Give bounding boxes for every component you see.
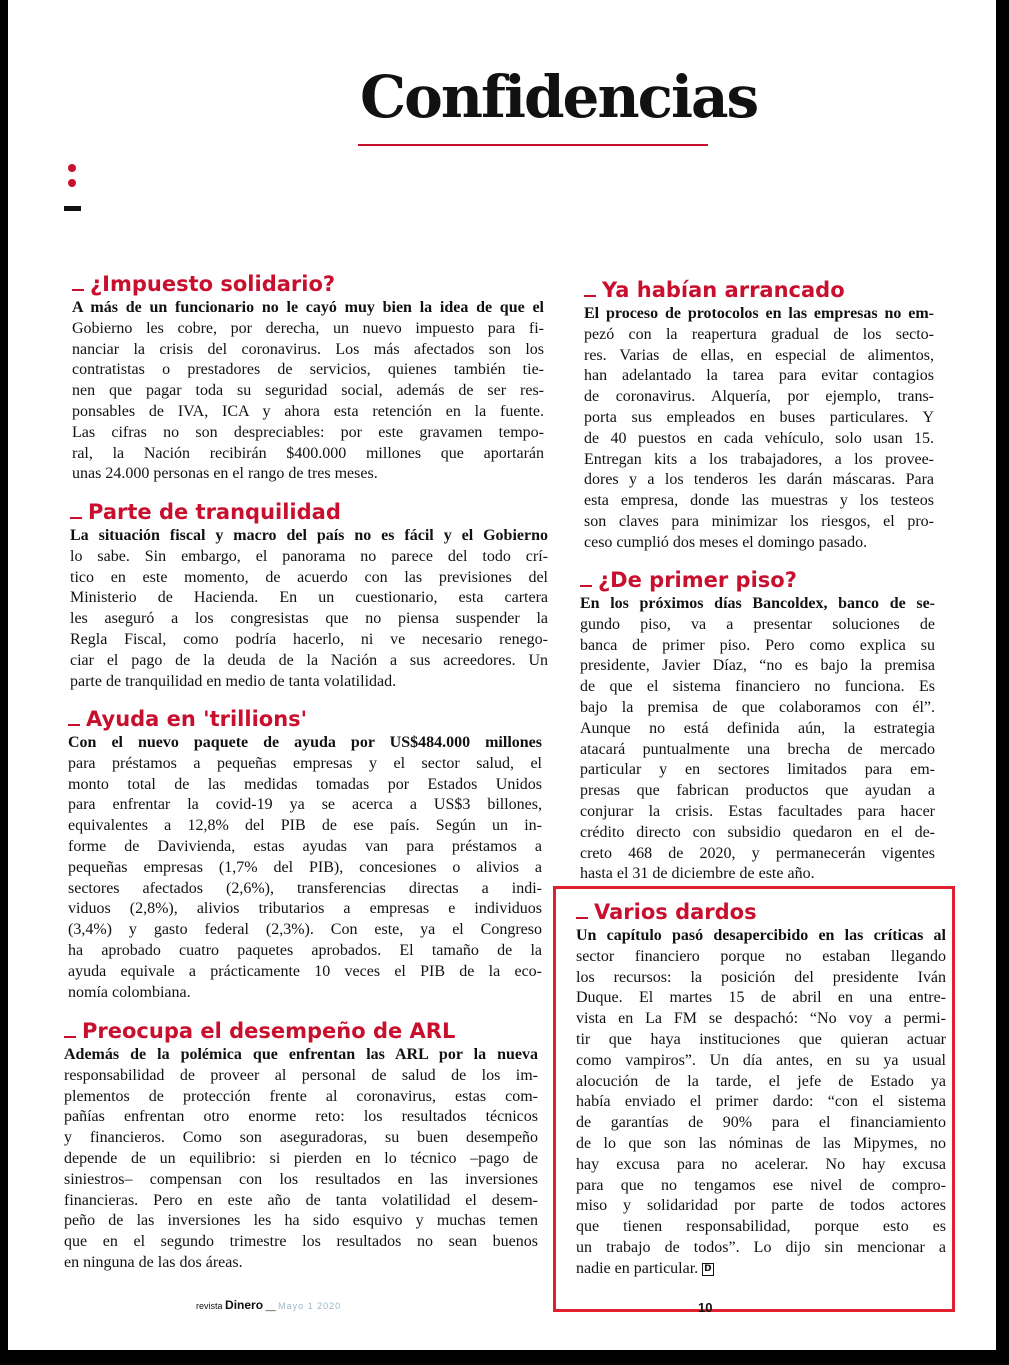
article-lead-line: Además de la polémica que enfrentan las ARL por la nueva bbox=[64, 1046, 538, 1063]
article-lead-line: El proceso de protocolos en las empresas no em- bbox=[584, 305, 934, 322]
article-line: responsabilidad de proveer al personal de salud de los im- bbox=[64, 1066, 538, 1084]
article-line: Las cifras no son despreciables: por este gravamen tempo- bbox=[72, 423, 544, 441]
headline-dash bbox=[72, 289, 84, 291]
article-line: miso y solidaridad por parte de todos actores bbox=[576, 1197, 946, 1215]
article-line: conjurar la crisis. Estas facultades para hacer bbox=[580, 802, 935, 820]
article-line: parte de tranquilidad en medio de tanta volatilidad. bbox=[70, 672, 397, 690]
article-line: unas 24.000 personas en el rango de tres meses. bbox=[72, 465, 378, 483]
article-de-primer-piso bbox=[580, 566, 935, 885]
article-ya-habian-arrancado bbox=[584, 276, 934, 554]
footer-separator: __ bbox=[265, 1301, 276, 1311]
article-parte-de-tranquilidad bbox=[70, 498, 548, 692]
headline-text: Ya habían arrancado bbox=[602, 278, 845, 302]
headline-text: Varios dardos bbox=[594, 900, 757, 924]
article-headline bbox=[70, 498, 548, 526]
article-line: ponsables de IVA, ICA y ahora esta retención en la fuente. bbox=[72, 402, 544, 420]
article-lead-line: Con el nuevo paquete de ayuda por US$484.000 millones bbox=[68, 734, 542, 751]
article-headline bbox=[580, 566, 935, 594]
article-line: sectores afectados (2,6%), transferencias directas a indi- bbox=[68, 879, 542, 897]
magazine-page bbox=[8, 0, 996, 1350]
article-lead-line: La situación fiscal y macro del país no es fácil y el Gobierno bbox=[70, 527, 548, 544]
headline-text: Preocupa el desempeño de ARL bbox=[82, 1019, 456, 1043]
article-line: para préstamos a pequeñas empresas y el sector salud, el bbox=[68, 754, 542, 772]
article-line: pezó con la reapertura gradual de los secto- bbox=[584, 325, 934, 343]
article-line: de coronavirus. Alquería, por ejemplo, trans- bbox=[584, 388, 934, 406]
headline-text: Ayuda en 'trillions' bbox=[86, 707, 308, 731]
article-line: contratistas o prestadores de servicios, quienes también tie- bbox=[72, 361, 544, 379]
article-line: (3,4%) y gasto federal (2,3%). Con este, ya el Congreso bbox=[68, 921, 542, 939]
footer-brand: Dinero bbox=[225, 1298, 264, 1312]
article-line: nomía colombiana. bbox=[68, 983, 191, 1001]
headline-text: Parte de tranquilidad bbox=[88, 500, 341, 524]
article-line: siniestros– compensan con los resultados en las inversiones bbox=[64, 1170, 538, 1188]
article-line: tir que haya instituciones que quieran actuar bbox=[576, 1030, 946, 1048]
article-line: ral, la Nación recibirán $400.000 millones que aportarán bbox=[72, 444, 544, 462]
article-line: de que el sistema financiero no funciona. Es bbox=[580, 678, 935, 696]
article-line: nanciar la crisis del coronavirus. Los más afectados son los bbox=[72, 340, 544, 358]
article-line: había enviado el primer dardo: “con el sistema bbox=[576, 1093, 946, 1111]
article-line: Aunque no está definida aún, la estrategia bbox=[580, 719, 935, 737]
article-line: dores y a los tenderos les darán máscaras. Para bbox=[584, 471, 934, 489]
article-line: Entregan kits a los trabajadores, a los provee- bbox=[584, 450, 934, 468]
article-headline bbox=[584, 276, 934, 304]
article-varios-dardos bbox=[576, 898, 946, 1280]
article-line: ciar el pago de la deuda de la Nación a sus acreedores. Un bbox=[70, 651, 548, 669]
article-line: Regla Fiscal, como podría hacerlo, ni ve necesario renego- bbox=[70, 630, 548, 648]
article-line: en ninguna de las dos áreas. bbox=[64, 1253, 243, 1271]
article-line: son claves para minimizar los riesgos, el pro- bbox=[584, 512, 934, 530]
headline-text: ¿Impuesto solidario? bbox=[90, 272, 336, 296]
article-body bbox=[580, 594, 935, 885]
page-number: 10 bbox=[698, 1300, 713, 1315]
article-line: para que no tengamos ese nivel de compro- bbox=[576, 1176, 946, 1194]
article-body bbox=[70, 526, 548, 692]
article-line: de 40 puestos en cada vehículo, solo usan 15. bbox=[584, 429, 934, 447]
article-line: les aseguró a los congresistas que no piensa suspender la bbox=[70, 610, 548, 628]
headline-dash bbox=[64, 1036, 76, 1038]
article-line: gundo piso, va a presentar soluciones de bbox=[580, 615, 935, 633]
article-impuesto-solidario bbox=[72, 270, 544, 485]
headline-dash bbox=[576, 917, 588, 919]
article-line: esta empresa, donde las muestras y los testeos bbox=[584, 492, 934, 510]
article-line: de garantías de 90% para el financiamiento bbox=[576, 1114, 946, 1132]
footer-prefix: revista bbox=[196, 1301, 223, 1311]
headline-dash bbox=[70, 517, 82, 519]
article-line: ceso cumplió dos meses el domingo pasado. bbox=[584, 533, 868, 551]
article-line: bajo la premisa de que colaboramos con él”. bbox=[580, 698, 935, 716]
article-line: Duque. El martes 15 de abril en una entre- bbox=[576, 989, 946, 1007]
article-line: han adelantado la tarea para evitar contagios bbox=[584, 367, 934, 385]
article-line: presidente, Javier Díaz, “no es bajo la premisa bbox=[580, 657, 935, 675]
article-line: pañías enfrentan otro enorme reto: los resultados técnicos bbox=[64, 1108, 538, 1126]
article-headline bbox=[64, 1017, 538, 1045]
article-headline bbox=[68, 705, 542, 733]
article-lead-line: A más de un funcionario no le cayó muy bien la idea de que el bbox=[72, 299, 544, 316]
article-line: lo sabe. Sin embargo, el panorama no parece del todo crí- bbox=[70, 547, 548, 565]
article-line: crédito directo con subsidio quedaron en el de- bbox=[580, 823, 935, 841]
headline-dash bbox=[580, 585, 592, 587]
article-line: plementos de protección frente al coronavirus, estas com- bbox=[64, 1087, 538, 1105]
end-mark-icon: D bbox=[704, 1263, 712, 1274]
article-line: presas que fabrican productos que ayudan a bbox=[580, 782, 935, 800]
article-line: financieras. Pero en este año de tanta volatilidad el desem- bbox=[64, 1191, 538, 1209]
article-body bbox=[576, 926, 946, 1280]
headline-dash bbox=[68, 724, 80, 726]
article-line: los recursos: la posición del presidente Iván bbox=[576, 968, 946, 986]
article-line: depende de un equilibrio: si pierden en lo técnico –pago de bbox=[64, 1149, 538, 1167]
article-line: ha aprobado cuatro paquetes aprobados. El tamaño de la bbox=[68, 941, 542, 959]
article-line: y financieros. Como son aseguradoras, su buen desempeño bbox=[64, 1129, 538, 1147]
article-body bbox=[64, 1045, 538, 1274]
article-line: sector financiero porque no estaban llegando bbox=[576, 947, 946, 965]
page-title: Confidencias bbox=[360, 63, 758, 131]
article-line: forme de Davivienda, estas ayudas van para préstamos a bbox=[68, 837, 542, 855]
article-line: hasta el 31 de diciembre de este año. bbox=[580, 865, 815, 883]
article-line: banca de primer piso. Pero como explica su bbox=[580, 636, 935, 654]
footer-date: Mayo 1 2020 bbox=[278, 1301, 342, 1311]
article-line: res. Varias de ellas, en especial de alimentos, bbox=[584, 346, 934, 364]
headline-text: ¿De primer piso? bbox=[598, 568, 797, 592]
article-line: creto 468 de 2020, y permanecerán vigentes bbox=[580, 844, 935, 862]
article-body bbox=[68, 733, 542, 1003]
article-line: atacará puntualmente una brecha de mercado bbox=[580, 740, 935, 758]
article-lead-line: Un capítulo pasó desapercibido en las críticas al bbox=[576, 927, 946, 944]
article-line: Gobierno les cobre, por derecha, un nuevo impuesto para fi- bbox=[72, 319, 544, 337]
colon-dot-top bbox=[68, 164, 76, 172]
article-line: pequeñas empresas (1,7% del PIB), concesiones o alivios a bbox=[68, 858, 542, 876]
headline-dash bbox=[584, 295, 596, 297]
article-line: equivalentes a 12,8% del PIB de ese país. Según un in- bbox=[68, 817, 542, 835]
article-line: vista en La FM se despachó: “No voy a permi- bbox=[576, 1010, 946, 1028]
article-line: Ministerio de Hacienda. En un cuestionario, esta cartera bbox=[70, 589, 548, 607]
article-line: monto total de las medidas tomadas por Estados Unidos bbox=[68, 775, 542, 793]
article-body bbox=[72, 298, 544, 485]
article-line: particular y en sectores limitados para em- bbox=[580, 761, 935, 779]
article-line: hay excusa para no acelerar. No hay excusa bbox=[576, 1155, 946, 1173]
article-headline bbox=[72, 270, 544, 298]
article-line: que tienen responsabilidad, porque esto es bbox=[576, 1218, 946, 1236]
article-line bbox=[576, 1259, 946, 1280]
article-line-text: nadie en particular. bbox=[576, 1259, 699, 1277]
article-line: que en el segundo trimestre los resultados no sean buenos bbox=[64, 1233, 538, 1251]
article-line: alocución de la tarde, el jefe de Estado ya bbox=[576, 1072, 946, 1090]
article-line: como vampiros”. Un día antes, en su ya usual bbox=[576, 1051, 946, 1069]
article-line: un trabajo de todos”. Lo dijo sin mencionar a bbox=[576, 1238, 946, 1256]
title-underline bbox=[358, 144, 708, 146]
article-lead-line: En los próximos días Bancoldex, banco de se- bbox=[580, 595, 935, 612]
article-line: nen que pagar toda su seguridad social, además de ser res- bbox=[72, 382, 544, 400]
article-line: tico en este momento, de acuerdo con las previsiones del bbox=[70, 568, 548, 586]
article-headline bbox=[576, 898, 946, 926]
article-line: peño de las inversiones les ha sido esquivo y muchas temen bbox=[64, 1212, 538, 1230]
colon-dot-bottom bbox=[68, 179, 76, 187]
article-ayuda-en-trillions bbox=[68, 705, 542, 1003]
article-preocupa-desempeno-arl bbox=[64, 1017, 538, 1274]
article-line: ayuda equivale a prácticamente 10 veces el PIB de la eco- bbox=[68, 962, 542, 980]
article-line: porta sus empleados en buses particulares. Y bbox=[584, 408, 934, 426]
page-footer bbox=[196, 1298, 341, 1312]
section-dash-mark bbox=[64, 206, 81, 211]
article-line: para enfrentar la covid-19 ya se acerca a US$3 billones, bbox=[68, 796, 542, 814]
article-line: de lo que son las nóminas de las Mipymes, no bbox=[576, 1134, 946, 1152]
article-line: viduos (2,8%), alivios tributarios a empresas e individuos bbox=[68, 900, 542, 918]
article-body bbox=[584, 304, 934, 554]
